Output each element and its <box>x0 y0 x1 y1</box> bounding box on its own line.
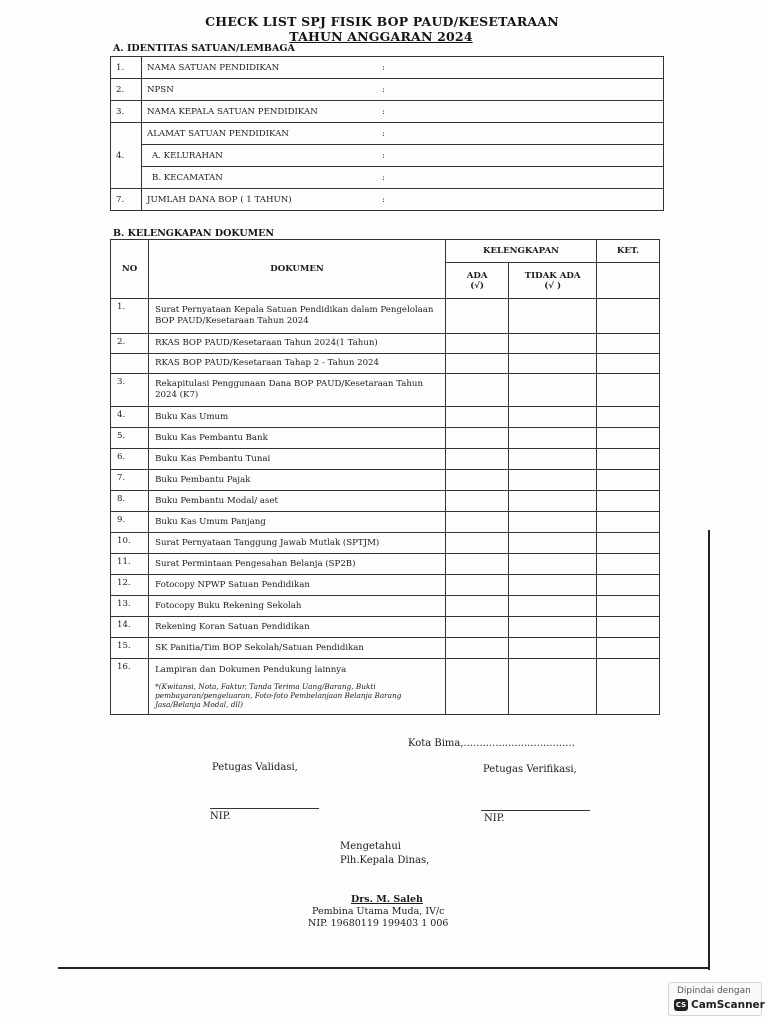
tidak-ada-checkbox-cell <box>509 334 597 354</box>
validator-title: Petugas Validasi, <box>212 762 298 773</box>
col-ket-sub <box>597 263 660 299</box>
ket-cell <box>597 533 660 554</box>
identity-row-no: 4. <box>111 123 142 189</box>
ada-check-mark: (√) <box>470 280 484 291</box>
document-row-no: 14. <box>111 617 149 638</box>
identity-row <box>111 79 664 101</box>
identity-row-cell <box>142 145 664 167</box>
identity-row-no: 1. <box>111 57 142 79</box>
identity-row-label: ALAMAT SATUAN PENDIDIKAN <box>147 128 289 139</box>
document-row-text: Buku Kas Pembantu Tunai <box>155 453 271 464</box>
tidak-ada-checkbox-cell <box>509 374 597 407</box>
document-row <box>111 596 660 617</box>
ada-checkbox-cell <box>445 554 508 575</box>
ket-cell <box>597 638 660 659</box>
identity-row-label: JUMLAH DANA BOP ( 1 TAHUN) <box>147 194 292 205</box>
identity-row <box>111 189 664 211</box>
document-row-name <box>149 374 446 407</box>
tidak-ada-checkbox-cell <box>509 533 597 554</box>
ada-checkbox-cell <box>445 449 508 470</box>
documents-body <box>111 299 660 715</box>
document-row-text: Buku Kas Pembantu Bank <box>155 432 268 443</box>
ket-cell <box>597 554 660 575</box>
verifier-signature-line <box>481 810 590 811</box>
document-row-text: Surat Pernyataan Kepala Satuan Pendidikan dalam Pengelolaan BOP PAUD/Kesetaraan Tahun 2024 <box>155 305 434 326</box>
document-row-text: RKAS BOP PAUD/Kesetaraan Tahap 2 - Tahun 2024 <box>155 358 379 368</box>
document-row-name <box>149 334 446 354</box>
document-row-no: 12. <box>111 575 149 596</box>
tidak-ada-label: TIDAK ADA <box>524 270 581 281</box>
identity-row-cell <box>142 167 664 189</box>
verifier-nip: NIP. <box>484 813 505 824</box>
section-b-title: B. KELENGKAPAN DOKUMEN <box>113 228 275 239</box>
head-nip: NIP. 19680119 199403 1 006 <box>308 918 449 929</box>
document-row-name <box>149 491 446 512</box>
head-title: Plh.Kepala Dinas, <box>340 855 430 866</box>
ket-cell <box>597 299 660 334</box>
validator-signature-line <box>210 808 319 809</box>
identity-row-colon: : <box>382 128 385 139</box>
documents-header-row <box>111 240 660 263</box>
document-row-name <box>149 575 446 596</box>
stamp-caption: Dipindai dengan <box>677 986 751 996</box>
tidak-ada-checkbox-cell <box>509 428 597 449</box>
document-row-text: Fotocopy NPWP Satuan Pendidikan <box>155 579 310 590</box>
ada-checkbox-cell <box>445 659 508 715</box>
head-name: Drs. M. Saleh <box>351 894 423 905</box>
place-date: Kota Bima,................................... <box>408 738 575 749</box>
ada-label: ADA <box>466 270 488 281</box>
document-row-text: RKAS BOP PAUD/Kesetaraan Tahun 2024(1 Tahun) <box>155 338 378 348</box>
document-row-name <box>149 428 446 449</box>
documents-table <box>110 239 660 715</box>
ada-checkbox-cell <box>445 596 508 617</box>
ket-cell <box>597 449 660 470</box>
verifier-title: Petugas Verifikasi, <box>483 764 577 775</box>
document-row-name <box>149 449 446 470</box>
supporting-docs-note: *(Kwitansi, Nota, Faktur, Tanda Terima Uang/Barang, Bukti pembayaran/pengeluaran, Foto-foto Pembelanjaan Belanja Barang Jasa/Belanja Modal, dll) <box>155 681 402 709</box>
ket-cell <box>597 575 660 596</box>
identity-row-colon: : <box>382 62 385 73</box>
identity-row <box>111 57 664 79</box>
document-row-name <box>149 470 446 491</box>
document-row-name <box>149 533 446 554</box>
ada-checkbox-cell <box>445 470 508 491</box>
document-row-no: 4. <box>111 407 149 428</box>
identity-row-label: A. KELURAHAN <box>152 150 223 161</box>
camscanner-logo-icon: CS <box>675 1001 687 1009</box>
document-row <box>111 428 660 449</box>
tidak-ada-checkbox-cell <box>509 407 597 428</box>
document-row-text: Rekapitulasi Penggunaan Dana BOP PAUD/Kesetaraan Tahun 2024 (K7) <box>155 379 423 400</box>
ada-checkbox-cell <box>445 512 508 533</box>
section-a-title: A. IDENTITAS SATUAN/LEMBAGA <box>113 43 295 54</box>
tidak-ada-checkbox-cell <box>509 554 597 575</box>
col-ada-header <box>445 263 508 299</box>
tidak-ada-checkbox-cell <box>509 449 597 470</box>
document-row-no: 9. <box>111 512 149 533</box>
identity-row-label: NPSN <box>147 84 174 95</box>
document-row <box>111 617 660 638</box>
col-ket-header: KET. <box>597 240 660 263</box>
document-row-no: 11. <box>111 554 149 575</box>
stamp-brand: CamScanner <box>691 999 765 1011</box>
document-row-text: Surat Permintaan Pengesahan Belanja (SP2B) <box>155 558 356 569</box>
document-row-name <box>149 596 446 617</box>
document-row-no: 10. <box>111 533 149 554</box>
document-row-no: 8. <box>111 491 149 512</box>
document-row <box>111 533 660 554</box>
document-row <box>111 449 660 470</box>
document-row-name <box>149 407 446 428</box>
col-dokumen-header: DOKUMEN <box>149 240 446 299</box>
document-row-no: 6. <box>111 449 149 470</box>
col-no-header: NO <box>111 240 149 299</box>
identity-row-no: 7. <box>111 189 142 211</box>
document-row-no: 16. <box>111 659 149 715</box>
col-kelengkapan-header: KELENGKAPAN <box>445 240 596 263</box>
head-rank: Pembina Utama Muda, IV/c <box>312 906 445 917</box>
document-row-text: SK Panitia/Tim BOP Sekolah/Satuan Pendidikan <box>155 642 364 653</box>
document-row <box>111 554 660 575</box>
identity-row <box>111 123 664 145</box>
document-row-text: Fotocopy Buku Rekening Sekolah <box>155 600 302 611</box>
document-row-name <box>149 299 446 334</box>
document-title: CHECK LIST SPJ FISIK BOP PAUD/KESETARAAN <box>205 14 559 29</box>
ada-checkbox-cell <box>445 491 508 512</box>
tidak-ada-checkbox-cell <box>509 659 597 715</box>
tidak-ada-checkbox-cell <box>509 596 597 617</box>
ada-checkbox-cell <box>445 533 508 554</box>
identity-row-label: NAMA KEPALA SATUAN PENDIDIKAN <box>147 106 318 117</box>
document-row-no: 3. <box>111 374 149 407</box>
document-row-text: Buku Kas Umum <box>155 411 229 422</box>
acknowledge-label: Mengetahui <box>340 841 401 852</box>
ket-cell <box>597 407 660 428</box>
page-edge-right <box>708 530 710 970</box>
document-row <box>111 374 660 407</box>
ada-checkbox-cell <box>445 407 508 428</box>
tidak-ada-checkbox-cell <box>509 470 597 491</box>
document-row <box>111 659 660 715</box>
identity-row-cell <box>142 123 664 145</box>
identity-row-no: 3. <box>111 101 142 123</box>
document-row <box>111 512 660 533</box>
ada-checkbox-cell <box>445 374 508 407</box>
document-row-text: Buku Pembantu Modal/ aset <box>155 495 278 506</box>
document-row-text: Surat Pernyataan Tanggung Jawab Mutlak (SPTJM) <box>155 537 380 548</box>
ket-cell <box>597 354 660 374</box>
document-row-name <box>149 512 446 533</box>
ket-cell <box>597 491 660 512</box>
document-row-name <box>149 617 446 638</box>
ada-checkbox-cell <box>445 299 508 334</box>
document-row-name <box>149 354 446 374</box>
ada-checkbox-cell <box>445 354 508 374</box>
ket-cell <box>597 512 660 533</box>
document-row-no: 5. <box>111 428 149 449</box>
identity-row <box>111 101 664 123</box>
identity-row-cell <box>142 101 664 123</box>
identity-row-colon: : <box>382 106 385 117</box>
document-row <box>111 334 660 354</box>
document-row-name <box>149 554 446 575</box>
tidak-ada-checkbox-cell <box>509 299 597 334</box>
ket-cell <box>597 596 660 617</box>
identity-row-colon: : <box>382 194 385 205</box>
camscanner-stamp <box>668 982 765 1016</box>
tidak-ada-checkbox-cell <box>509 638 597 659</box>
ket-cell <box>597 334 660 354</box>
document-subtitle: TAHUN ANGGARAN 2024 <box>289 29 473 44</box>
document-row-text: Lampiran dan Dokumen Pendukung lainnya <box>155 664 347 675</box>
ada-checkbox-cell <box>445 428 508 449</box>
document-row <box>111 407 660 428</box>
tidak-ada-check-mark: (√ ) <box>544 280 562 291</box>
identity-row-cell <box>142 189 664 211</box>
document-row-text: Buku Kas Umum Panjang <box>155 516 266 527</box>
tidak-ada-checkbox-cell <box>509 491 597 512</box>
tidak-ada-checkbox-cell <box>509 354 597 374</box>
identity-row-colon: : <box>382 172 385 183</box>
identity-row <box>111 167 664 189</box>
document-row-no: 7. <box>111 470 149 491</box>
ket-cell <box>597 428 660 449</box>
ket-cell <box>597 374 660 407</box>
document-row-text: Rekening Koran Satuan Pendidikan <box>155 621 310 632</box>
identity-table <box>110 56 664 211</box>
document-row-text: Buku Pembantu Pajak <box>155 474 251 485</box>
ada-checkbox-cell <box>445 334 508 354</box>
document-row-no: 15. <box>111 638 149 659</box>
document-row <box>111 470 660 491</box>
ada-checkbox-cell <box>445 638 508 659</box>
identity-row-colon: : <box>382 150 385 161</box>
document-row-no: 13. <box>111 596 149 617</box>
tidak-ada-checkbox-cell <box>509 575 597 596</box>
document-row-name <box>149 638 446 659</box>
ada-checkbox-cell <box>445 575 508 596</box>
identity-row-cell <box>142 57 664 79</box>
document-row-no: 1. <box>111 299 149 334</box>
identity-row-no: 2. <box>111 79 142 101</box>
identity-row-label: B. KECAMATAN <box>152 172 223 183</box>
identity-row-cell <box>142 79 664 101</box>
document-row <box>111 354 660 374</box>
document-row-no: 2. <box>111 334 149 354</box>
ket-cell <box>597 617 660 638</box>
ada-checkbox-cell <box>445 617 508 638</box>
col-tidak-ada-header <box>509 263 597 299</box>
page-edge-bottom <box>58 967 710 969</box>
document-row <box>111 491 660 512</box>
identity-row-label: NAMA SATUAN PENDIDIKAN <box>147 62 280 73</box>
ket-cell <box>597 659 660 715</box>
validator-nip: NIP. <box>210 811 231 822</box>
document-row <box>111 575 660 596</box>
document-row-name <box>149 659 446 715</box>
document-row <box>111 299 660 334</box>
tidak-ada-checkbox-cell <box>509 617 597 638</box>
document-row-no <box>111 354 149 374</box>
ket-cell <box>597 470 660 491</box>
identity-row-colon: : <box>382 84 385 95</box>
document-row <box>111 638 660 659</box>
identity-row <box>111 145 664 167</box>
tidak-ada-checkbox-cell <box>509 512 597 533</box>
